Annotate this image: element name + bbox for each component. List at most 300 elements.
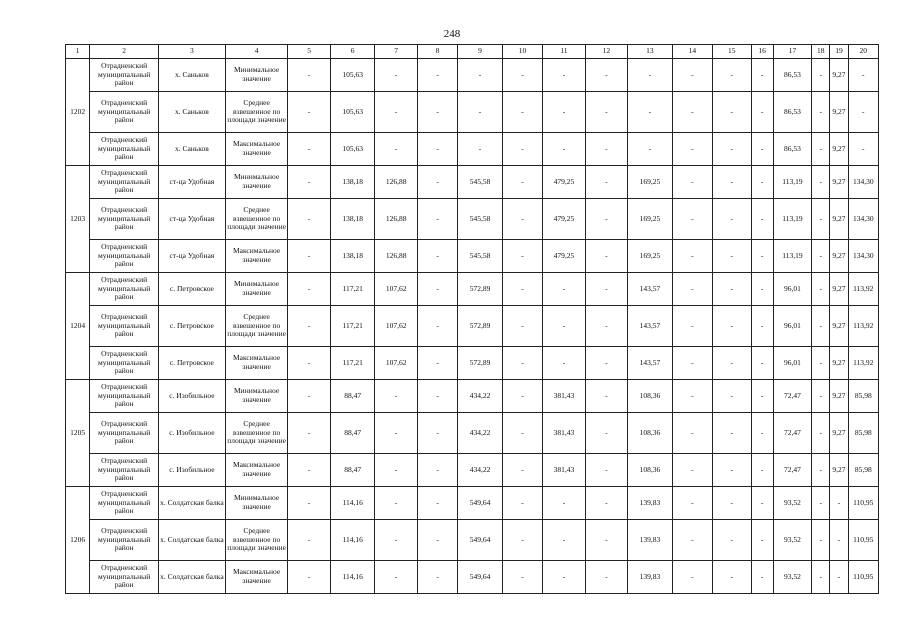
table-row — [66, 199, 879, 240]
value-cell: 139,83 — [628, 561, 672, 594]
table-row — [66, 454, 879, 487]
value-cell: 479,25 — [543, 166, 585, 199]
value-type-cell: Минимальное значение — [225, 487, 288, 520]
table-row — [66, 306, 879, 347]
value-cell: - — [502, 273, 542, 306]
value-cell: - — [713, 59, 751, 92]
column-header: 11 — [543, 45, 585, 59]
value-cell: - — [713, 133, 751, 166]
value-cell: - — [417, 454, 457, 487]
column-header: 1 — [66, 45, 90, 59]
value-cell: 114,16 — [330, 487, 374, 520]
value-cell: 549,64 — [458, 561, 502, 594]
value-cell: 114,16 — [330, 561, 374, 594]
value-cell: - — [672, 240, 712, 273]
value-cell: 85,98 — [848, 454, 878, 487]
value-cell: - — [458, 59, 502, 92]
value-cell: 113,92 — [848, 273, 878, 306]
value-type-cell: Среднее взвешенное по площади значение — [225, 520, 288, 561]
value-cell: 549,64 — [458, 487, 502, 520]
value-cell: 9,27 — [830, 413, 848, 454]
value-cell: 143,57 — [628, 347, 672, 380]
value-cell: - — [458, 133, 502, 166]
value-type-cell: Среднее взвешенное по площади значение — [225, 92, 288, 133]
row-number-cell: 1204 — [66, 273, 90, 380]
value-cell: - — [417, 347, 457, 380]
value-cell: 110,95 — [848, 487, 878, 520]
value-cell: - — [812, 454, 830, 487]
row-number-cell: 1202 — [66, 59, 90, 166]
value-cell: - — [417, 240, 457, 273]
value-cell: 113,19 — [773, 199, 811, 240]
value-cell: - — [713, 92, 751, 133]
cadastral-value-table — [65, 44, 879, 594]
value-cell: - — [585, 413, 627, 454]
value-cell: - — [585, 306, 627, 347]
value-cell: - — [417, 59, 457, 92]
value-cell: - — [543, 520, 585, 561]
value-cell: 9,27 — [830, 273, 848, 306]
value-cell: - — [288, 347, 330, 380]
value-type-cell: Минимальное значение — [225, 59, 288, 92]
value-cell: - — [502, 380, 542, 413]
value-cell: - — [502, 199, 542, 240]
column-header: 4 — [225, 45, 288, 59]
value-cell: - — [417, 561, 457, 594]
value-cell: - — [751, 199, 773, 240]
value-cell: - — [672, 380, 712, 413]
value-cell: - — [288, 59, 330, 92]
value-cell: - — [502, 133, 542, 166]
value-cell: - — [713, 199, 751, 240]
value-cell: 113,92 — [848, 347, 878, 380]
value-cell: 126,88 — [375, 166, 417, 199]
value-cell: - — [417, 133, 457, 166]
value-cell: - — [543, 133, 585, 166]
district-cell: Отрадненский муниципальный район — [90, 306, 159, 347]
column-header: 7 — [375, 45, 417, 59]
value-cell: - — [375, 413, 417, 454]
value-cell: - — [417, 273, 457, 306]
value-cell: - — [502, 413, 542, 454]
value-cell: 107,62 — [375, 347, 417, 380]
value-cell: - — [543, 347, 585, 380]
value-cell: - — [417, 306, 457, 347]
value-cell: - — [375, 487, 417, 520]
value-cell: - — [417, 520, 457, 561]
value-cell: - — [288, 561, 330, 594]
district-cell: Отрадненский муниципальный район — [90, 347, 159, 380]
settlement-cell: х. Саньков — [159, 133, 226, 166]
value-cell: - — [417, 166, 457, 199]
value-type-cell: Минимальное значение — [225, 166, 288, 199]
value-cell: - — [751, 92, 773, 133]
value-cell: - — [672, 166, 712, 199]
value-type-cell: Минимальное значение — [225, 273, 288, 306]
value-cell: - — [375, 133, 417, 166]
value-cell: - — [672, 133, 712, 166]
value-cell: - — [672, 306, 712, 347]
value-cell: - — [751, 306, 773, 347]
value-cell: 572,89 — [458, 306, 502, 347]
value-cell: - — [458, 92, 502, 133]
value-cell: - — [543, 59, 585, 92]
value-cell: - — [417, 380, 457, 413]
settlement-cell: с. Изобильное — [159, 454, 226, 487]
value-cell: 114,16 — [330, 520, 374, 561]
value-cell: - — [751, 59, 773, 92]
settlement-cell: х. Солдатская балка — [159, 561, 226, 594]
value-cell: - — [288, 413, 330, 454]
value-cell: - — [672, 273, 712, 306]
table-row — [66, 92, 879, 133]
settlement-cell: ст-ца Удобная — [159, 199, 226, 240]
district-cell: Отрадненский муниципальный район — [90, 413, 159, 454]
settlement-cell: с. Изобильное — [159, 380, 226, 413]
value-cell: - — [288, 133, 330, 166]
value-cell: - — [848, 92, 878, 133]
value-cell: 88,47 — [330, 454, 374, 487]
value-cell: 169,25 — [628, 199, 672, 240]
district-cell: Отрадненский муниципальный район — [90, 59, 159, 92]
value-cell: 381,43 — [543, 413, 585, 454]
settlement-cell: х. Саньков — [159, 59, 226, 92]
value-cell: - — [288, 380, 330, 413]
value-cell: 113,92 — [848, 306, 878, 347]
row-number-cell: 1206 — [66, 487, 90, 594]
district-cell: Отрадненский муниципальный район — [90, 380, 159, 413]
value-cell: 108,36 — [628, 380, 672, 413]
settlement-cell: с. Изобильное — [159, 413, 226, 454]
value-cell: 88,47 — [330, 380, 374, 413]
value-cell: 139,83 — [628, 487, 672, 520]
value-cell: - — [417, 92, 457, 133]
value-cell: - — [751, 380, 773, 413]
value-cell: 479,25 — [543, 240, 585, 273]
value-cell: - — [585, 59, 627, 92]
value-cell: - — [812, 561, 830, 594]
table-row — [66, 487, 879, 520]
value-cell: - — [585, 240, 627, 273]
value-cell: - — [502, 561, 542, 594]
settlement-cell: ст-ца Удобная — [159, 166, 226, 199]
value-cell: 126,88 — [375, 240, 417, 273]
value-cell: - — [375, 520, 417, 561]
value-type-cell: Среднее взвешенное по площади значение — [225, 413, 288, 454]
value-cell: 9,27 — [830, 306, 848, 347]
value-cell: - — [502, 347, 542, 380]
table-row — [66, 133, 879, 166]
value-cell: 572,89 — [458, 347, 502, 380]
column-header: 13 — [628, 45, 672, 59]
value-cell: - — [585, 487, 627, 520]
value-cell: - — [751, 273, 773, 306]
value-cell: - — [812, 413, 830, 454]
value-cell: - — [628, 133, 672, 166]
column-header: 16 — [751, 45, 773, 59]
value-cell: - — [375, 92, 417, 133]
table-row — [66, 561, 879, 594]
table-row — [66, 273, 879, 306]
column-header: 2 — [90, 45, 159, 59]
table-row — [66, 413, 879, 454]
column-header: 19 — [830, 45, 848, 59]
value-cell: 479,25 — [543, 199, 585, 240]
value-cell: 169,25 — [628, 166, 672, 199]
value-cell: 434,22 — [458, 413, 502, 454]
value-cell: 105,63 — [330, 92, 374, 133]
value-cell: - — [812, 380, 830, 413]
column-header: 10 — [502, 45, 542, 59]
value-cell: - — [713, 561, 751, 594]
value-cell: 96,01 — [773, 273, 811, 306]
value-cell: 107,62 — [375, 306, 417, 347]
value-cell: 110,95 — [848, 520, 878, 561]
value-cell: - — [751, 133, 773, 166]
value-cell: - — [672, 520, 712, 561]
value-cell: - — [585, 133, 627, 166]
row-number-cell: 1203 — [66, 166, 90, 273]
value-cell: - — [502, 520, 542, 561]
district-cell: Отрадненский муниципальный район — [90, 199, 159, 240]
value-cell: - — [751, 166, 773, 199]
value-cell: - — [375, 380, 417, 413]
value-cell: - — [288, 487, 330, 520]
value-cell: - — [375, 454, 417, 487]
value-cell: 105,63 — [330, 59, 374, 92]
district-cell: Отрадненский муниципальный район — [90, 240, 159, 273]
column-header: 18 — [812, 45, 830, 59]
value-cell: - — [585, 92, 627, 133]
value-cell: - — [672, 413, 712, 454]
value-cell: - — [502, 92, 542, 133]
value-cell: 9,27 — [830, 347, 848, 380]
value-cell: 117,21 — [330, 306, 374, 347]
value-cell: - — [628, 92, 672, 133]
value-cell: 545,58 — [458, 240, 502, 273]
table-row — [66, 520, 879, 561]
value-cell: - — [543, 92, 585, 133]
value-cell: - — [713, 240, 751, 273]
value-cell: - — [375, 59, 417, 92]
value-cell: - — [713, 347, 751, 380]
value-cell: - — [288, 273, 330, 306]
value-cell: 9,27 — [830, 240, 848, 273]
value-cell: - — [417, 487, 457, 520]
value-cell: 545,58 — [458, 199, 502, 240]
value-cell: - — [830, 561, 848, 594]
value-cell: 138,18 — [330, 199, 374, 240]
value-cell: - — [713, 380, 751, 413]
district-cell: Отрадненский муниципальный район — [90, 454, 159, 487]
settlement-cell: с. Петровское — [159, 347, 226, 380]
value-cell: - — [543, 487, 585, 520]
value-cell: - — [751, 487, 773, 520]
value-cell: 117,21 — [330, 273, 374, 306]
district-cell: Отрадненский муниципальный район — [90, 561, 159, 594]
value-cell: 9,27 — [830, 454, 848, 487]
value-cell: - — [713, 273, 751, 306]
value-cell: 86,53 — [773, 92, 811, 133]
value-cell: - — [288, 92, 330, 133]
value-type-cell: Максимальное значение — [225, 240, 288, 273]
value-cell: - — [713, 520, 751, 561]
value-cell: - — [751, 520, 773, 561]
column-header: 15 — [713, 45, 751, 59]
value-cell: 113,19 — [773, 166, 811, 199]
value-type-cell: Минимальное значение — [225, 380, 288, 413]
settlement-cell: с. Петровское — [159, 306, 226, 347]
value-cell: - — [812, 166, 830, 199]
value-cell: - — [672, 199, 712, 240]
district-cell: Отрадненский муниципальный район — [90, 166, 159, 199]
value-cell: 9,27 — [830, 199, 848, 240]
column-number-row — [66, 45, 879, 59]
value-cell: - — [288, 166, 330, 199]
value-cell: 110,95 — [848, 561, 878, 594]
district-cell: Отрадненский муниципальный район — [90, 487, 159, 520]
value-cell: 138,18 — [330, 240, 374, 273]
table-body — [66, 45, 879, 594]
column-header: 20 — [848, 45, 878, 59]
value-cell: - — [672, 92, 712, 133]
value-cell: 117,21 — [330, 347, 374, 380]
value-cell: 108,36 — [628, 454, 672, 487]
value-cell: - — [848, 59, 878, 92]
value-cell: - — [713, 306, 751, 347]
value-cell: - — [288, 199, 330, 240]
value-cell: 143,57 — [628, 273, 672, 306]
value-cell: - — [672, 454, 712, 487]
value-cell: - — [502, 166, 542, 199]
value-cell: 86,53 — [773, 133, 811, 166]
column-header: 6 — [330, 45, 374, 59]
value-cell: - — [502, 59, 542, 92]
page-number: 248 — [443, 28, 461, 40]
value-cell: - — [543, 273, 585, 306]
value-cell: 381,43 — [543, 380, 585, 413]
value-type-cell: Максимальное значение — [225, 347, 288, 380]
value-cell: 139,83 — [628, 520, 672, 561]
table-row — [66, 166, 879, 199]
value-cell: - — [713, 454, 751, 487]
column-header: 5 — [288, 45, 330, 59]
value-cell: - — [585, 166, 627, 199]
value-cell: 9,27 — [830, 380, 848, 413]
value-cell: - — [812, 133, 830, 166]
value-cell: - — [812, 199, 830, 240]
value-cell: 96,01 — [773, 306, 811, 347]
value-cell: - — [672, 487, 712, 520]
district-cell: Отрадненский муниципальный район — [90, 273, 159, 306]
settlement-cell: х. Солдатская балка — [159, 487, 226, 520]
value-cell: - — [502, 240, 542, 273]
value-cell: - — [543, 306, 585, 347]
value-cell: 72,47 — [773, 380, 811, 413]
value-cell: - — [628, 59, 672, 92]
value-cell: - — [751, 561, 773, 594]
value-type-cell: Среднее взвешенное по площади значение — [225, 199, 288, 240]
value-cell: - — [812, 240, 830, 273]
value-cell: - — [288, 520, 330, 561]
value-cell: 143,57 — [628, 306, 672, 347]
value-cell: 72,47 — [773, 454, 811, 487]
value-cell: - — [751, 413, 773, 454]
value-cell: 86,53 — [773, 59, 811, 92]
value-cell: 381,43 — [543, 454, 585, 487]
column-header: 9 — [458, 45, 502, 59]
table-row — [66, 59, 879, 92]
value-cell: - — [812, 59, 830, 92]
value-cell: 85,98 — [848, 413, 878, 454]
table-row — [66, 347, 879, 380]
district-cell: Отрадненский муниципальный район — [90, 133, 159, 166]
value-cell: 134,30 — [848, 240, 878, 273]
value-cell: - — [812, 306, 830, 347]
value-cell: 126,88 — [375, 199, 417, 240]
value-cell: 93,52 — [773, 520, 811, 561]
settlement-cell: ст-ца Удобная — [159, 240, 226, 273]
settlement-cell: с. Петровское — [159, 273, 226, 306]
value-cell: 9,27 — [830, 92, 848, 133]
value-cell: - — [585, 561, 627, 594]
value-cell: 9,27 — [830, 133, 848, 166]
value-cell: 88,47 — [330, 413, 374, 454]
column-header: 3 — [159, 45, 226, 59]
value-cell: - — [288, 454, 330, 487]
value-cell: - — [585, 273, 627, 306]
table-row — [66, 380, 879, 413]
district-cell: Отрадненский муниципальный район — [90, 92, 159, 133]
value-cell: - — [502, 454, 542, 487]
value-cell: - — [585, 347, 627, 380]
value-cell: 96,01 — [773, 347, 811, 380]
value-cell: - — [812, 92, 830, 133]
column-header: 12 — [585, 45, 627, 59]
value-cell: 549,64 — [458, 520, 502, 561]
value-cell: - — [672, 59, 712, 92]
value-cell: 9,27 — [830, 59, 848, 92]
value-cell: 107,62 — [375, 273, 417, 306]
value-cell: - — [713, 166, 751, 199]
value-cell: 108,36 — [628, 413, 672, 454]
value-cell: 138,18 — [330, 166, 374, 199]
value-type-cell: Максимальное значение — [225, 561, 288, 594]
value-cell: - — [585, 380, 627, 413]
column-header: 17 — [773, 45, 811, 59]
value-cell: 434,22 — [458, 380, 502, 413]
value-cell: 85,98 — [848, 380, 878, 413]
value-type-cell: Максимальное значение — [225, 133, 288, 166]
value-cell: - — [672, 347, 712, 380]
value-cell: - — [543, 561, 585, 594]
value-cell: - — [417, 413, 457, 454]
value-cell: 545,58 — [458, 166, 502, 199]
value-cell: 572,89 — [458, 273, 502, 306]
value-cell: - — [672, 561, 712, 594]
table-row — [66, 240, 879, 273]
row-number-cell: 1205 — [66, 380, 90, 487]
value-cell: 93,52 — [773, 561, 811, 594]
value-cell: - — [585, 454, 627, 487]
value-cell: 134,30 — [848, 199, 878, 240]
value-cell: - — [502, 487, 542, 520]
value-type-cell: Среднее взвешенное по площади значение — [225, 306, 288, 347]
value-cell: - — [830, 487, 848, 520]
settlement-cell: х. Солдатская балка — [159, 520, 226, 561]
column-header: 8 — [417, 45, 457, 59]
value-cell: 93,52 — [773, 487, 811, 520]
